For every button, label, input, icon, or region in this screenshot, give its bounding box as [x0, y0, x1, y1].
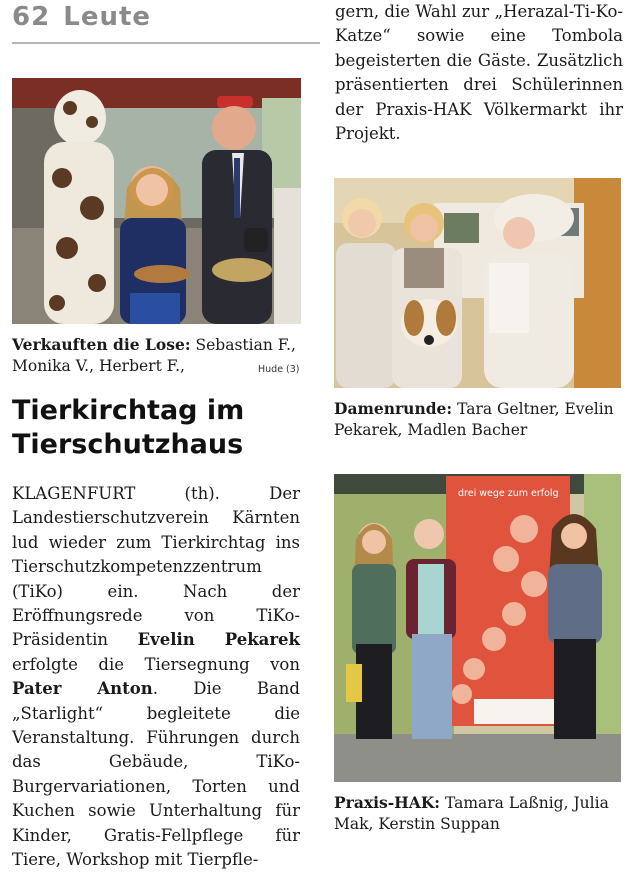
photo1-credit: Hude (3) [258, 364, 300, 375]
photo-praxis-hak [334, 474, 621, 782]
photo1-caption-bold: Verkauften die Lose: [12, 335, 191, 354]
photo-damenrunde [334, 178, 621, 388]
article-body [12, 482, 300, 873]
photo3-caption [334, 792, 624, 835]
photo3-caption-text: Tamara Laßnig, Julia Mak, Kerstin Suppan [334, 794, 609, 833]
photo2-caption-text: Tara Geltner, Evelin Pekarek, Madlen Bacher [334, 400, 614, 439]
page-header [12, 2, 317, 42]
photo2-caption [334, 398, 624, 441]
photo1-caption-text: Sebastian F., Monika V., Herbert F., [12, 336, 296, 375]
photo-lottery-sellers [12, 78, 301, 324]
photo3-caption-bold: Praxis-HAK: [334, 793, 441, 812]
header-divider [12, 42, 320, 44]
article-name-2: Pater Anton [12, 679, 153, 699]
page-number: 62 [12, 2, 51, 32]
photo2-caption-bold: Damenrunde: [334, 399, 453, 418]
banner-text: drei wege zum erfolg [458, 488, 559, 499]
article-text-1: KLAGENFURT (th). Der Landestierschutzverein Kärnten lud wieder zum Tierkirchtag ins Tierschutzkompetenzzentrum (TiKo) ein. Nach der Eröffnungsrede von TiKo-Präsidentin [12, 484, 300, 650]
article-text-3: . Die Band „Starlight“ begleitete die Veranstaltung. Führungen durch das Gebäude, TiKo-Burgervariationen, Torten und Kuchen sowie Unterhaltung für Kinder, Gratis-Fellpflege für Tiere, Workshop mit Tierpfle- [12, 679, 300, 870]
section-title: Leute [63, 2, 152, 32]
article-name-1: Evelin Pekarek [137, 630, 300, 650]
article-continuation: gern, die Wahl zur „Herazal-Ti-Ko-Katze“ sowie eine Tombola begeisterten die Gäste. Zusätzlich präsentierten drei Schülerinnen der Praxis-HAK Völkermarkt ihr Projekt. [335, 2, 623, 144]
article-text-2: erfolgte die Tiersegnung von [12, 654, 300, 674]
article-headline: Tierkirchtag im Tierschutzhaus [12, 395, 245, 460]
